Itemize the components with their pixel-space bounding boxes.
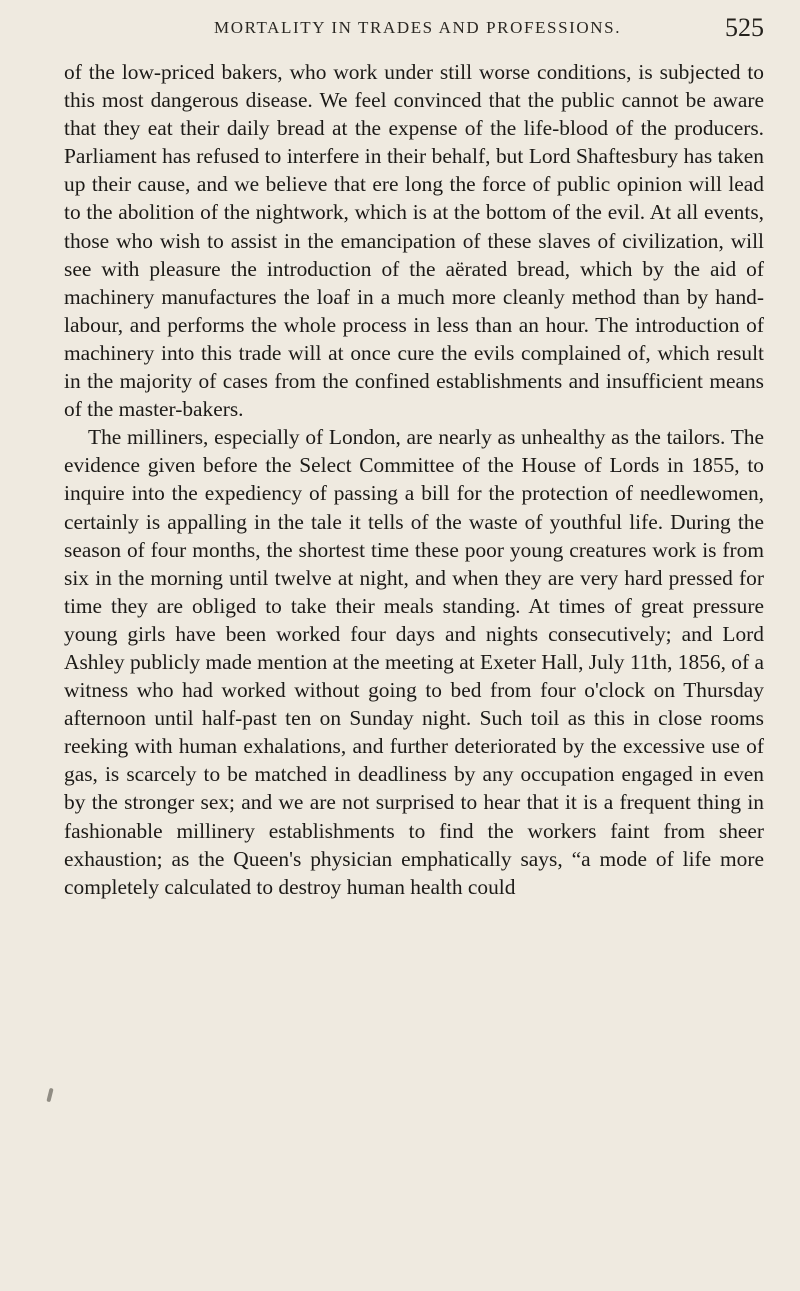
- page-number: 525: [725, 13, 764, 42]
- paragraph-milliners: The milliners, especially of London, are nearly as unhealthy as the tailors. The evidence given before the Select Committee of the House of Lords in 1855, to inquire into the expediency of passing a bill for the protection of needlewomen, certainly is appalling in the tale it tells of the waste of youthful life. During the season of four months, the shortest time these poor young creatures work is from six in the morning until twelve at night, and when they are very hard pressed for time they are obliged to take their meals standing. At times of great pressure young girls have been worked four days and nights consecutively; and Lord Ashley publicly made mention at the meeting at Exeter Hall, July 11th, 1856, of a witness who had worked without going to bed from four o'clock on Thursday afternoon until half-past ten on Sunday night. Such toil as this in close rooms reeking with human exhalations, and further deteriorated by the excessive use of gas, is scarcely to be matched in deadliness by any occupation engaged in even by the stronger sex; and we are not surprised to hear that it is a frequent thing in fashionable millinery establishments to find the workers faint from sheer exhaustion; as the Queen's physician emphatically says, “a mode of life more completely calculated to destroy human health could: [64, 425, 764, 899]
- running-title: MORTALITY IN TRADES AND PROFESSIONS.: [214, 18, 622, 37]
- paragraph-continued: of the low-priced bakers, who work under still worse conditions, is subjected to this most dangerous disease. We feel convinced that the public cannot be aware that they eat their daily bread at the expense of the life-blood of the producers. Parliament has refused to interfere in their behalf, but Lord Shaftesbury has taken up their cause, and we believe that ere long the force of public opinion will lead to the abolition of the nightwork, which is at the bottom of the evil. At all events, those who wish to assist in the emancipation of these slaves of civilization, will see with pleasure the introduction of the aërated bread, which by the aid of machinery manufactures the loaf in a much more cleanly method than by hand-labour, and performs the whole process in less than an hour. The introduction of machinery into this trade will at once cure the evils complained of, which result in the majority of cases from the confined establishments and insufficient means of the master-bakers.: [64, 60, 764, 422]
- running-head: [64, 10, 764, 46]
- margin-mark: [46, 1088, 53, 1103]
- body-text: [64, 58, 764, 901]
